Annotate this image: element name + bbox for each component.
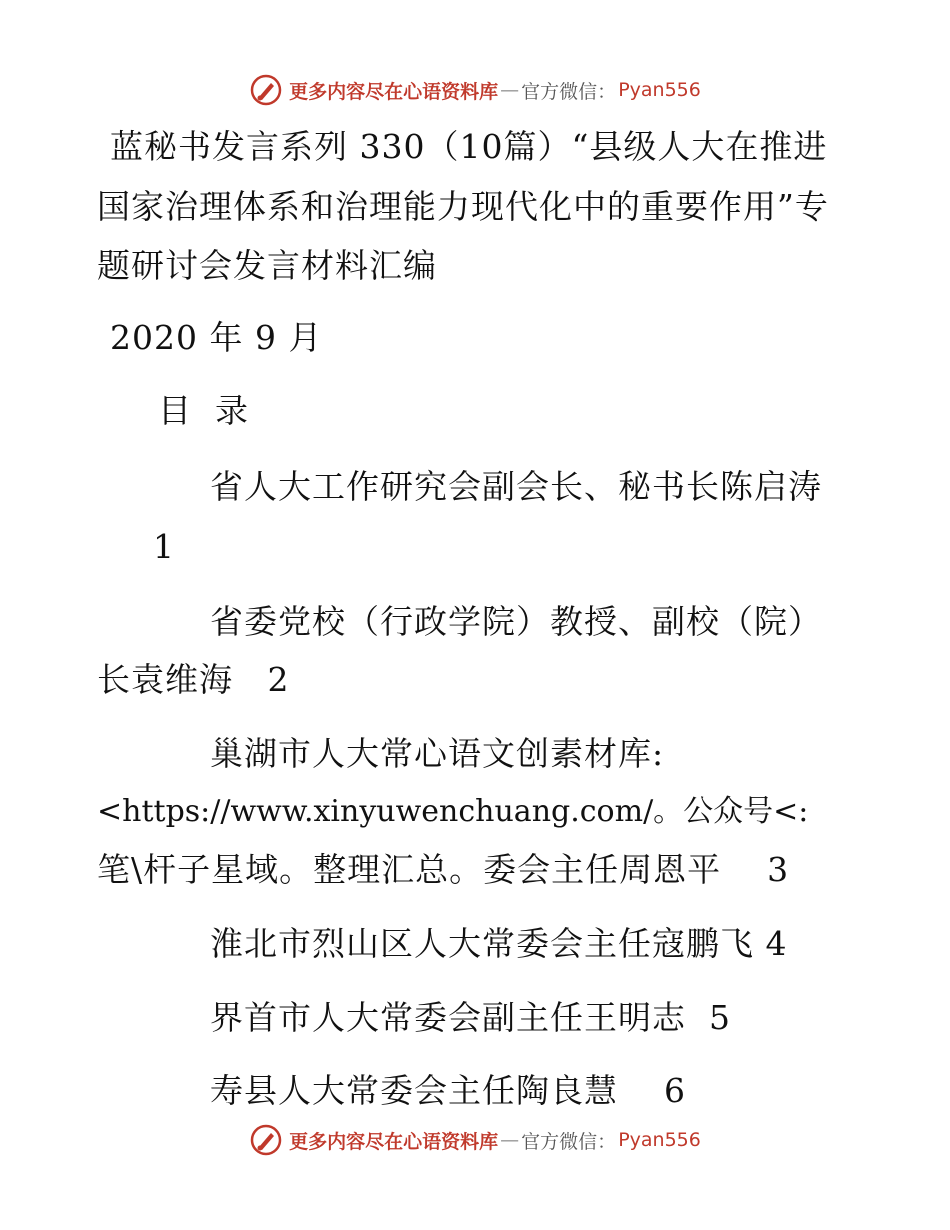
title-line-2: 国家治理体系和治理能力现代化中的重要作用”专 <box>97 187 829 226</box>
banner-wechat-label: 官方微信： <box>521 80 617 103</box>
toc-item-2-line-2: 长袁维海 2 <box>97 660 290 699</box>
toc-item-6: 寿县人大常委会主任陶良慧 6 <box>210 1071 686 1110</box>
pen-logo-icon <box>249 1123 283 1157</box>
banner-wechat-label: 官方微信： <box>521 1130 617 1153</box>
toc-item-4: 淮北市烈山区人大常委会主任寇鹏飞 4 <box>210 924 788 963</box>
toc-item-5: 界首市人大常委会副主任王明志 5 <box>210 998 731 1037</box>
banner-dash: — <box>500 1129 520 1151</box>
toc-item-3-line-1: 巢湖市人大常心语文创素材库: <box>210 734 665 773</box>
toc-item-3-line-3: 笔\杆子星域。整理汇总。委会主任周恩平 3 <box>97 850 790 889</box>
banner-main-text: 更多内容尽在心语资料库 <box>289 1130 499 1153</box>
document-date: 2020 年 9 月 <box>110 318 323 357</box>
banner-wechat-id: Pyan556 <box>618 79 701 101</box>
toc-item-2-line-1: 省委党校（行政学院）教授、副校（院） <box>210 602 822 641</box>
banner-wechat-id: Pyan556 <box>618 1129 701 1151</box>
toc-item-1-page: 1 <box>153 527 175 566</box>
pen-logo-icon <box>249 73 283 107</box>
title-line-3: 题研讨会发言材料汇编 <box>97 246 437 285</box>
toc-heading: 目 录 <box>158 391 249 430</box>
title-line-1: 蓝秘书发言系列 330（10篇）“县级人大在推进 <box>110 127 828 166</box>
banner-dash: — <box>500 79 520 101</box>
footer-banner <box>0 1120 950 1160</box>
toc-item-1-line-1: 省人大工作研究会副会长、秘书长陈启涛 <box>210 467 822 506</box>
banner-main-text: 更多内容尽在心语资料库 <box>289 80 499 103</box>
toc-item-3-line-2: <https://www.xinyuwenchuang.com/。公众号<: <box>97 794 809 829</box>
header-banner <box>0 70 950 110</box>
